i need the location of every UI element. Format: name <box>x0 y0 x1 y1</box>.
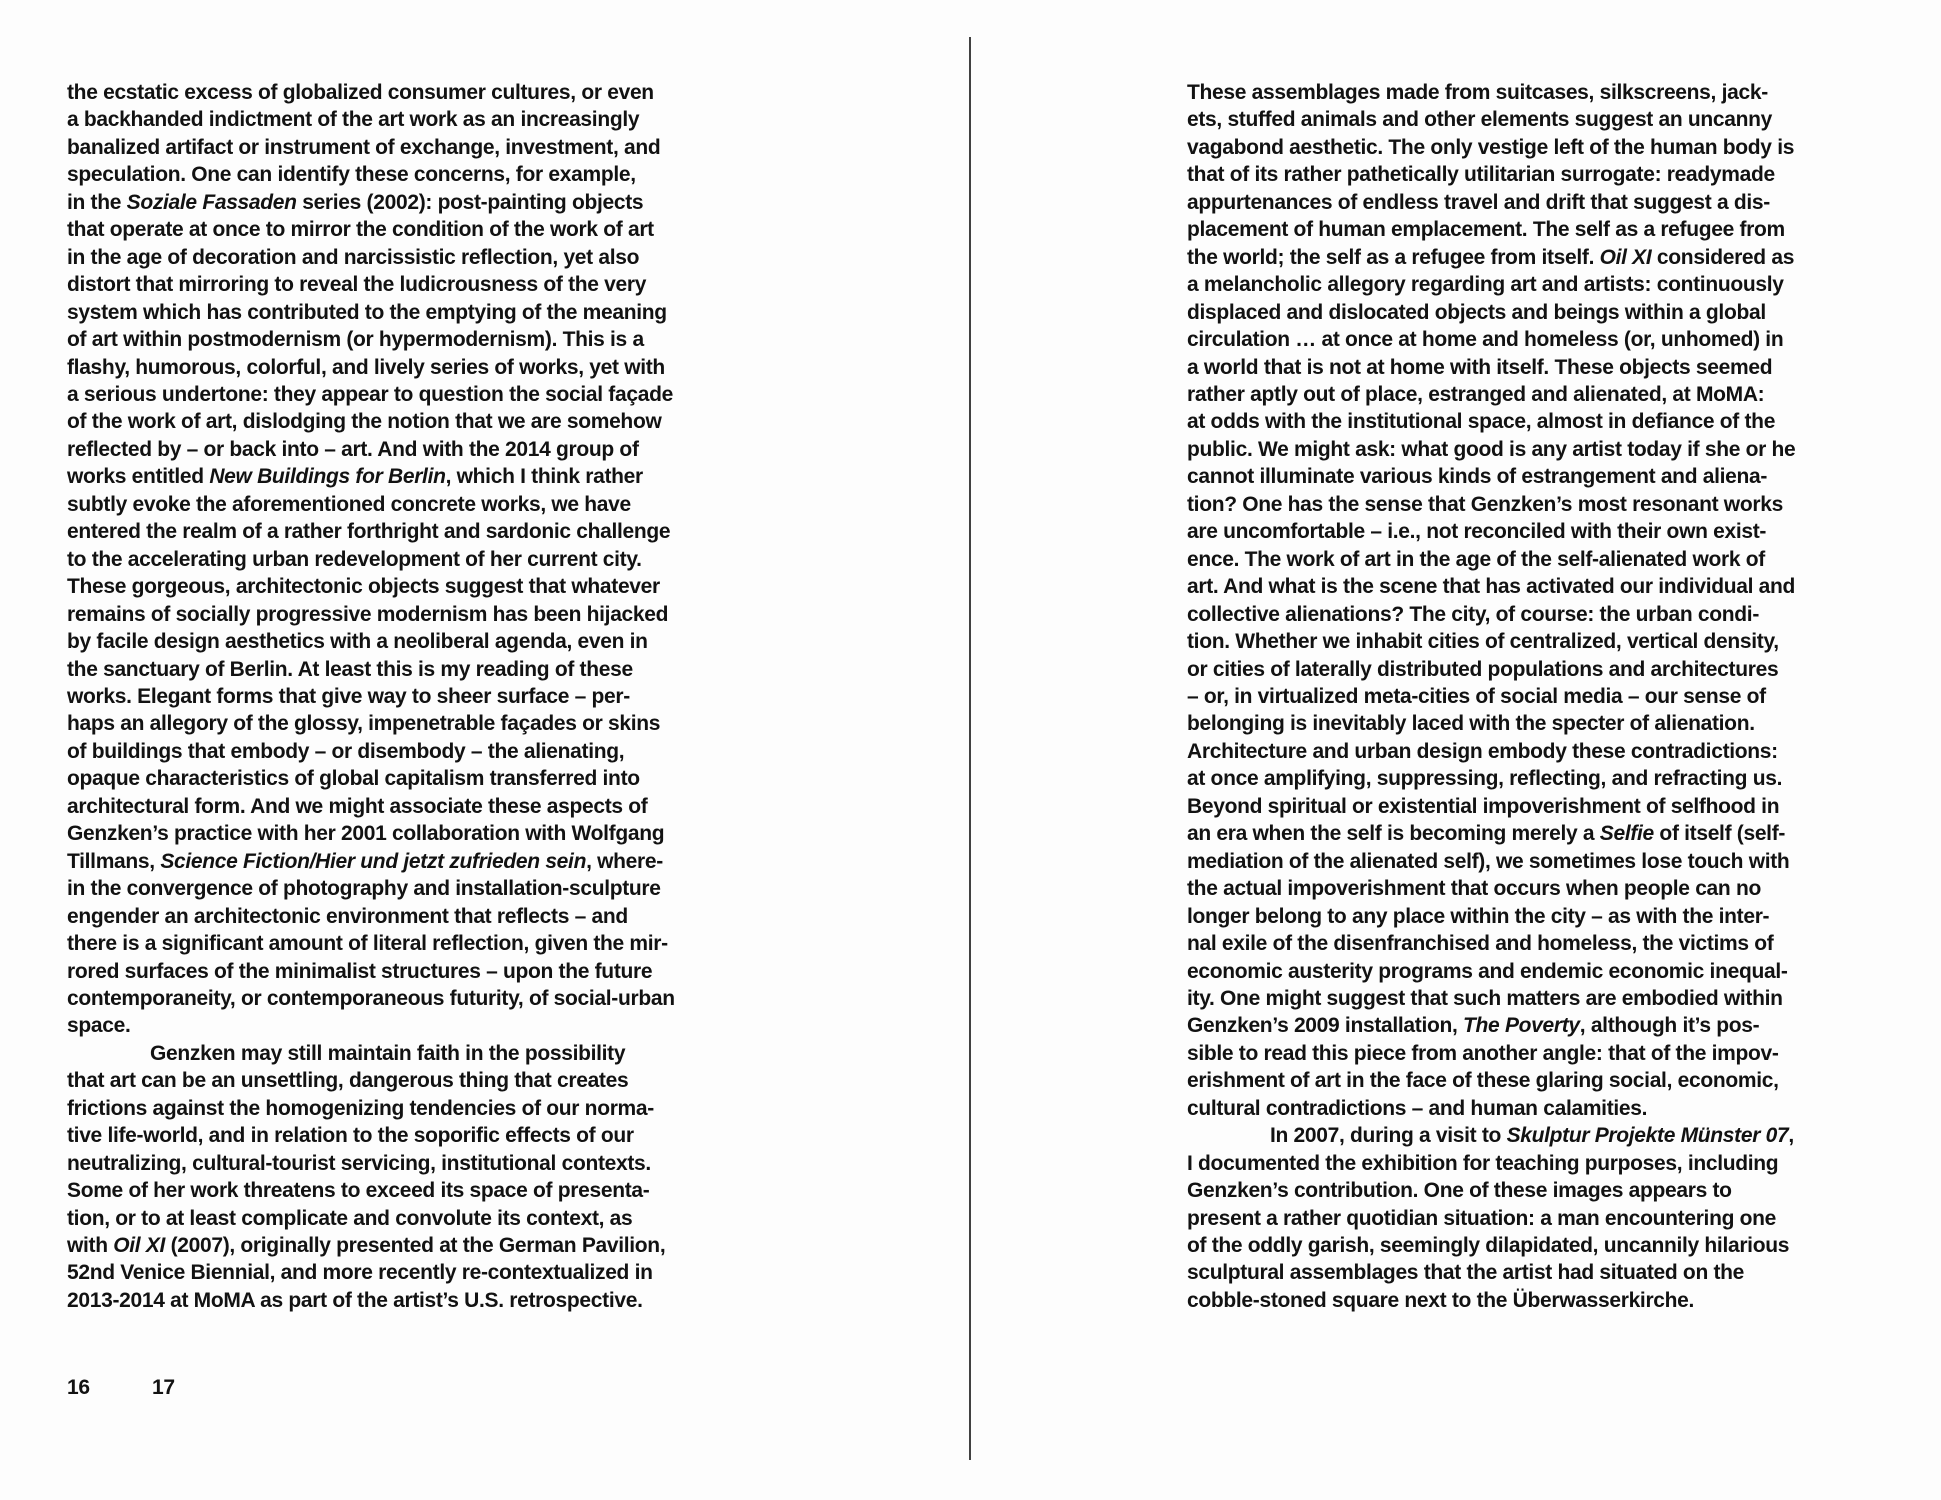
text-line <box>67 436 675 463</box>
text-run: collective alienations? The city, of course: the urban condi- <box>1187 602 1760 626</box>
text-line <box>1187 381 1795 408</box>
text-line <box>67 1232 675 1259</box>
italic-work-title: New Buildings for Berlin <box>209 465 446 489</box>
text-line <box>67 354 675 381</box>
text-run: belonging is inevitably laced with the specter of alienation. <box>1187 712 1755 736</box>
italic-work-title: Selfie <box>1599 822 1654 846</box>
text-run: circulation … at once at home and homeless (or, unhomed) in <box>1187 328 1784 352</box>
text-run: with <box>67 1234 114 1258</box>
text-line <box>1187 1067 1795 1094</box>
text-line <box>67 793 675 820</box>
text-line <box>1187 134 1795 161</box>
text-run: placement of human emplacement. The self as a refugee from <box>1187 218 1785 242</box>
text-line <box>67 683 675 710</box>
text-run: economic austerity programs and endemic economic inequal- <box>1187 959 1788 983</box>
text-line <box>67 985 675 1012</box>
text-line <box>1187 1122 1795 1149</box>
text-run: 2013-2014 at MoMA as part of the artist’s U.S. retrospective. <box>67 1288 643 1312</box>
text-line <box>67 189 675 216</box>
text-run: Architecture and urban design embody these contradictions: <box>1187 739 1778 763</box>
text-run: in the convergence of photography and installation-sculpture <box>67 877 661 901</box>
text-line <box>67 958 675 985</box>
text-line <box>1187 985 1795 1012</box>
text-line <box>67 463 675 490</box>
text-line <box>1187 1095 1795 1122</box>
italic-work-title: Science Fiction/Hier und jetzt zufrieden sein <box>160 849 587 873</box>
text-run: that operate at once to mirror the condition of the work of art <box>67 218 654 242</box>
text-run: Beyond spiritual or existential impoverishment of selfhood in <box>1187 794 1780 818</box>
text-line <box>1187 875 1795 902</box>
text-run: ence. The work of art in the age of the self-alienated work of <box>1187 547 1765 571</box>
page-number-left: 16 <box>67 1376 90 1399</box>
text-line <box>1187 903 1795 930</box>
text-line <box>67 518 675 545</box>
text-line <box>67 848 675 875</box>
text-run: a serious undertone: they appear to question the social façade <box>67 382 673 406</box>
text-run: a melancholic allegory regarding art and artists: continuously <box>1187 273 1784 297</box>
text-run: at odds with the institutional space, almost in defiance of the <box>1187 410 1776 434</box>
text-line <box>67 875 675 902</box>
text-line <box>67 765 675 792</box>
text-line <box>1187 189 1795 216</box>
text-line <box>1187 1259 1795 1286</box>
text-run: appurtenances of endless travel and drift that suggest a dis- <box>1187 190 1770 214</box>
text-line <box>1187 848 1795 875</box>
text-run: an era when the self is becoming merely a <box>1187 822 1600 846</box>
text-line <box>1187 354 1795 381</box>
text-line <box>67 930 675 957</box>
text-run: that of its rather pathetically utilitarian surrogate: readymade <box>1187 163 1775 187</box>
page-gutter-divider <box>969 37 971 1460</box>
text-line <box>67 381 675 408</box>
text-line <box>1187 216 1795 243</box>
text-run: entered the realm of a rather forthright and sardonic challenge <box>67 520 671 544</box>
text-line <box>67 1012 675 1039</box>
text-line <box>1187 820 1795 847</box>
text-line <box>67 628 675 655</box>
text-line <box>1187 326 1795 353</box>
text-line <box>67 1287 675 1314</box>
italic-work-title: Soziale Fassaden <box>126 190 297 214</box>
paragraph <box>1187 79 1795 1122</box>
text-run: haps an allegory of the glossy, impenetrable façades or skins <box>67 712 661 736</box>
italic-work-title: The Poverty <box>1463 1014 1580 1038</box>
text-run: series (2002): post-painting objects <box>296 190 644 214</box>
text-line <box>67 134 675 161</box>
text-run: works. Elegant forms that give way to sheer surface – per- <box>67 684 630 708</box>
text-line <box>67 656 675 683</box>
text-run: I documented the exhibition for teaching purposes, including <box>1187 1151 1779 1175</box>
text-run: rored surfaces of the minimalist structures – upon the future <box>67 959 653 983</box>
text-run: tion? One has the sense that Genzken’s most resonant works <box>1187 492 1783 516</box>
text-run: Some of her work threatens to exceed its space of presenta- <box>67 1179 650 1203</box>
text-line <box>1187 106 1795 133</box>
text-run: to the accelerating urban redevelopment of her current city. <box>67 547 642 571</box>
text-line <box>67 326 675 353</box>
text-run: of art within postmodernism (or hypermodernism). This is a <box>67 328 644 352</box>
text-run: cannot illuminate various kinds of estrangement and aliena- <box>1187 465 1768 489</box>
text-run: a world that is not at home with itself. These objects seemed <box>1187 355 1773 379</box>
page-number-right: 17 <box>152 1376 175 1399</box>
text-line <box>1187 738 1795 765</box>
text-run: works entitled <box>67 465 210 489</box>
text-run: ity. One might suggest that such matters are embodied within <box>1187 986 1783 1010</box>
text-line <box>67 1095 675 1122</box>
text-run: mediation of the alienated self), we sometimes lose touch with <box>1187 849 1790 873</box>
text-line <box>1187 546 1795 573</box>
text-run: in the <box>67 190 127 214</box>
text-run: there is a significant amount of literal reflection, given the mir- <box>67 932 668 956</box>
text-line <box>67 573 675 600</box>
text-run: present a rather quotidian situation: a man encountering one <box>1187 1206 1777 1230</box>
text-run: rather aptly out of place, estranged and alienated, at MoMA: <box>1187 382 1765 406</box>
text-run: banalized artifact or instrument of exchange, investment, and <box>67 135 661 159</box>
text-line <box>67 738 675 765</box>
text-line <box>67 1205 675 1232</box>
text-line <box>1187 628 1795 655</box>
text-line <box>67 1122 675 1149</box>
text-line <box>67 106 675 133</box>
text-run: architectural form. And we might associate these aspects of <box>67 794 648 818</box>
text-line <box>67 546 675 573</box>
text-line <box>1187 765 1795 792</box>
text-line <box>1187 656 1795 683</box>
text-run: longer belong to any place within the city – as with the inter- <box>1187 904 1770 928</box>
paragraph <box>67 79 675 1040</box>
text-line <box>1187 463 1795 490</box>
text-run: opaque characteristics of global capitalism transferred into <box>67 767 640 791</box>
text-line <box>1187 271 1795 298</box>
text-line <box>1187 299 1795 326</box>
text-line <box>1187 601 1795 628</box>
text-run: cobble-stoned square next to the Überwasserkirche. <box>1187 1288 1695 1312</box>
text-run: ets, stuffed animals and other elements suggest an uncanny <box>1187 108 1773 132</box>
text-line <box>1187 79 1795 106</box>
text-line <box>1187 408 1795 435</box>
text-run: , although it’s pos- <box>1579 1014 1760 1038</box>
text-line <box>1187 518 1795 545</box>
text-run: erishment of art in the face of these glaring social, economic, <box>1187 1069 1779 1093</box>
text-run: a backhanded indictment of the art work as an increasingly <box>67 108 640 132</box>
paragraph <box>1187 1122 1795 1314</box>
text-line <box>1187 710 1795 737</box>
text-line <box>1187 244 1795 271</box>
text-line <box>1187 1205 1795 1232</box>
text-run: tion. Whether we inhabit cities of centralized, vertical density, <box>1187 630 1779 654</box>
text-run: , which I think rather <box>445 465 643 489</box>
text-line <box>67 299 675 326</box>
text-line <box>1187 958 1795 985</box>
text-line <box>67 408 675 435</box>
text-run: cultural contradictions – and human calamities. <box>1187 1096 1648 1120</box>
text-run: space. <box>67 1014 131 1038</box>
text-run: frictions against the homogenizing tendencies of our norma- <box>67 1096 654 1120</box>
text-run: Genzken may still maintain faith in the possibility <box>150 1041 626 1065</box>
text-run: – or, in virtualized meta-cities of social media – our sense of <box>1187 684 1766 708</box>
text-run: engender an architectonic environment that reflects – and <box>67 904 628 928</box>
text-run: displaced and dislocated objects and beings within a global <box>1187 300 1766 324</box>
text-line <box>67 491 675 518</box>
text-line <box>67 1259 675 1286</box>
italic-work-title: Oil XI <box>1599 245 1652 269</box>
text-line <box>1187 1232 1795 1259</box>
text-line <box>67 216 675 243</box>
text-run: sculptural assemblages that the artist had situated on the <box>1187 1261 1745 1285</box>
text-line <box>67 820 675 847</box>
text-run: that art can be an unsettling, dangerous thing that creates <box>67 1069 629 1093</box>
text-run: by facile design aesthetics with a neoliberal agenda, even in <box>67 630 648 654</box>
text-line <box>67 1067 675 1094</box>
text-run: nal exile of the disenfranchised and homeless, the victims of <box>1187 932 1774 956</box>
text-run: sible to read this piece from another angle: that of the impov- <box>1187 1041 1779 1065</box>
text-line <box>1187 1040 1795 1067</box>
text-line <box>1187 1150 1795 1177</box>
text-run: vagabond aesthetic. The only vestige left of the human body is <box>1187 135 1795 159</box>
text-line <box>67 1150 675 1177</box>
text-run: (2007), originally presented at the German Pavilion, <box>165 1234 666 1258</box>
text-run: These gorgeous, architectonic objects suggest that whatever <box>67 575 660 599</box>
text-run: of itself (self- <box>1653 822 1786 846</box>
text-line <box>67 903 675 930</box>
italic-work-title: Skulptur Projekte Münster 07 <box>1506 1124 1789 1148</box>
text-run: are uncomfortable – i.e., not reconciled with their own exist- <box>1187 520 1767 544</box>
text-run: art. And what is the scene that has activated our individual and <box>1187 575 1796 599</box>
text-line <box>1187 1012 1795 1039</box>
text-line <box>1187 436 1795 463</box>
italic-work-title: Oil XI <box>113 1234 166 1258</box>
text-run: These assemblages made from suitcases, silkscreens, jack- <box>1187 81 1768 104</box>
text-run: In 2007, during a visit to <box>1270 1124 1507 1148</box>
text-run: or cities of laterally distributed populations and architectures <box>1187 657 1779 681</box>
text-line <box>67 79 675 106</box>
right-page-text-column <box>1187 79 1795 1314</box>
text-line <box>67 244 675 271</box>
text-run: the world; the self as a refugee from itself. <box>1187 245 1600 269</box>
text-run: 52nd Venice Biennial, and more recently re-contextualized in <box>67 1261 653 1285</box>
text-run: of the oddly garish, seemingly dilapidated, uncannily hilarious <box>1187 1234 1790 1258</box>
text-run: of buildings that embody – or disembody – the alienating, <box>67 739 625 763</box>
text-run: , <box>1788 1124 1794 1148</box>
text-run: Genzken’s practice with her 2001 collaboration with Wolfgang <box>67 822 665 846</box>
text-line <box>67 161 675 188</box>
text-line <box>1187 930 1795 957</box>
text-line <box>67 1177 675 1204</box>
text-run: considered as <box>1651 245 1795 269</box>
text-line <box>1187 1177 1795 1204</box>
text-line <box>67 601 675 628</box>
text-run: Genzken’s 2009 installation, <box>1187 1014 1464 1038</box>
text-run: , where- <box>586 849 663 873</box>
text-run: system which has contributed to the emptying of the meaning <box>67 300 667 324</box>
text-line <box>67 271 675 298</box>
text-line <box>67 710 675 737</box>
text-run: speculation. One can identify these concerns, for example, <box>67 163 636 187</box>
text-run: neutralizing, cultural-tourist servicing, institutional contexts. <box>67 1151 651 1175</box>
text-run: the actual impoverishment that occurs when people can no <box>1187 877 1761 901</box>
text-run: tive life-world, and in relation to the soporific effects of our <box>67 1124 634 1148</box>
text-line <box>1187 491 1795 518</box>
text-run: the ecstatic excess of globalized consumer cultures, or even <box>67 81 654 104</box>
text-run: Genzken’s contribution. One of these images appears to <box>1187 1179 1732 1203</box>
text-line <box>67 1040 675 1067</box>
text-run: remains of socially progressive modernism has been hijacked <box>67 602 669 626</box>
text-run: distort that mirroring to reveal the ludicrousness of the very <box>67 273 647 297</box>
text-run: subtly evoke the aforementioned concrete works, we have <box>67 492 631 516</box>
text-line <box>1187 793 1795 820</box>
text-run: contemporaneity, or contemporaneous futurity, of social-urban <box>67 986 675 1010</box>
text-run: tion, or to at least complicate and convolute its context, as <box>67 1206 633 1230</box>
text-run: flashy, humorous, colorful, and lively series of works, yet with <box>67 355 665 379</box>
text-run: reflected by – or back into – art. And with the 2014 group of <box>67 437 639 461</box>
text-run: at once amplifying, suppressing, reflecting, and refracting us. <box>1187 767 1783 791</box>
paragraph <box>67 1040 675 1315</box>
left-page-text-column <box>67 79 675 1314</box>
text-run: Tillmans, <box>67 849 161 873</box>
text-run: public. We might ask: what good is any artist today if she or he <box>1187 437 1796 461</box>
text-line <box>1187 683 1795 710</box>
text-run: the sanctuary of Berlin. At least this is my reading of these <box>67 657 633 681</box>
text-line <box>1187 573 1795 600</box>
text-run: in the age of decoration and narcissistic reflection, yet also <box>67 245 640 269</box>
text-run: of the work of art, dislodging the notion that we are somehow <box>67 410 662 434</box>
text-line <box>1187 161 1795 188</box>
text-line <box>1187 1287 1795 1314</box>
